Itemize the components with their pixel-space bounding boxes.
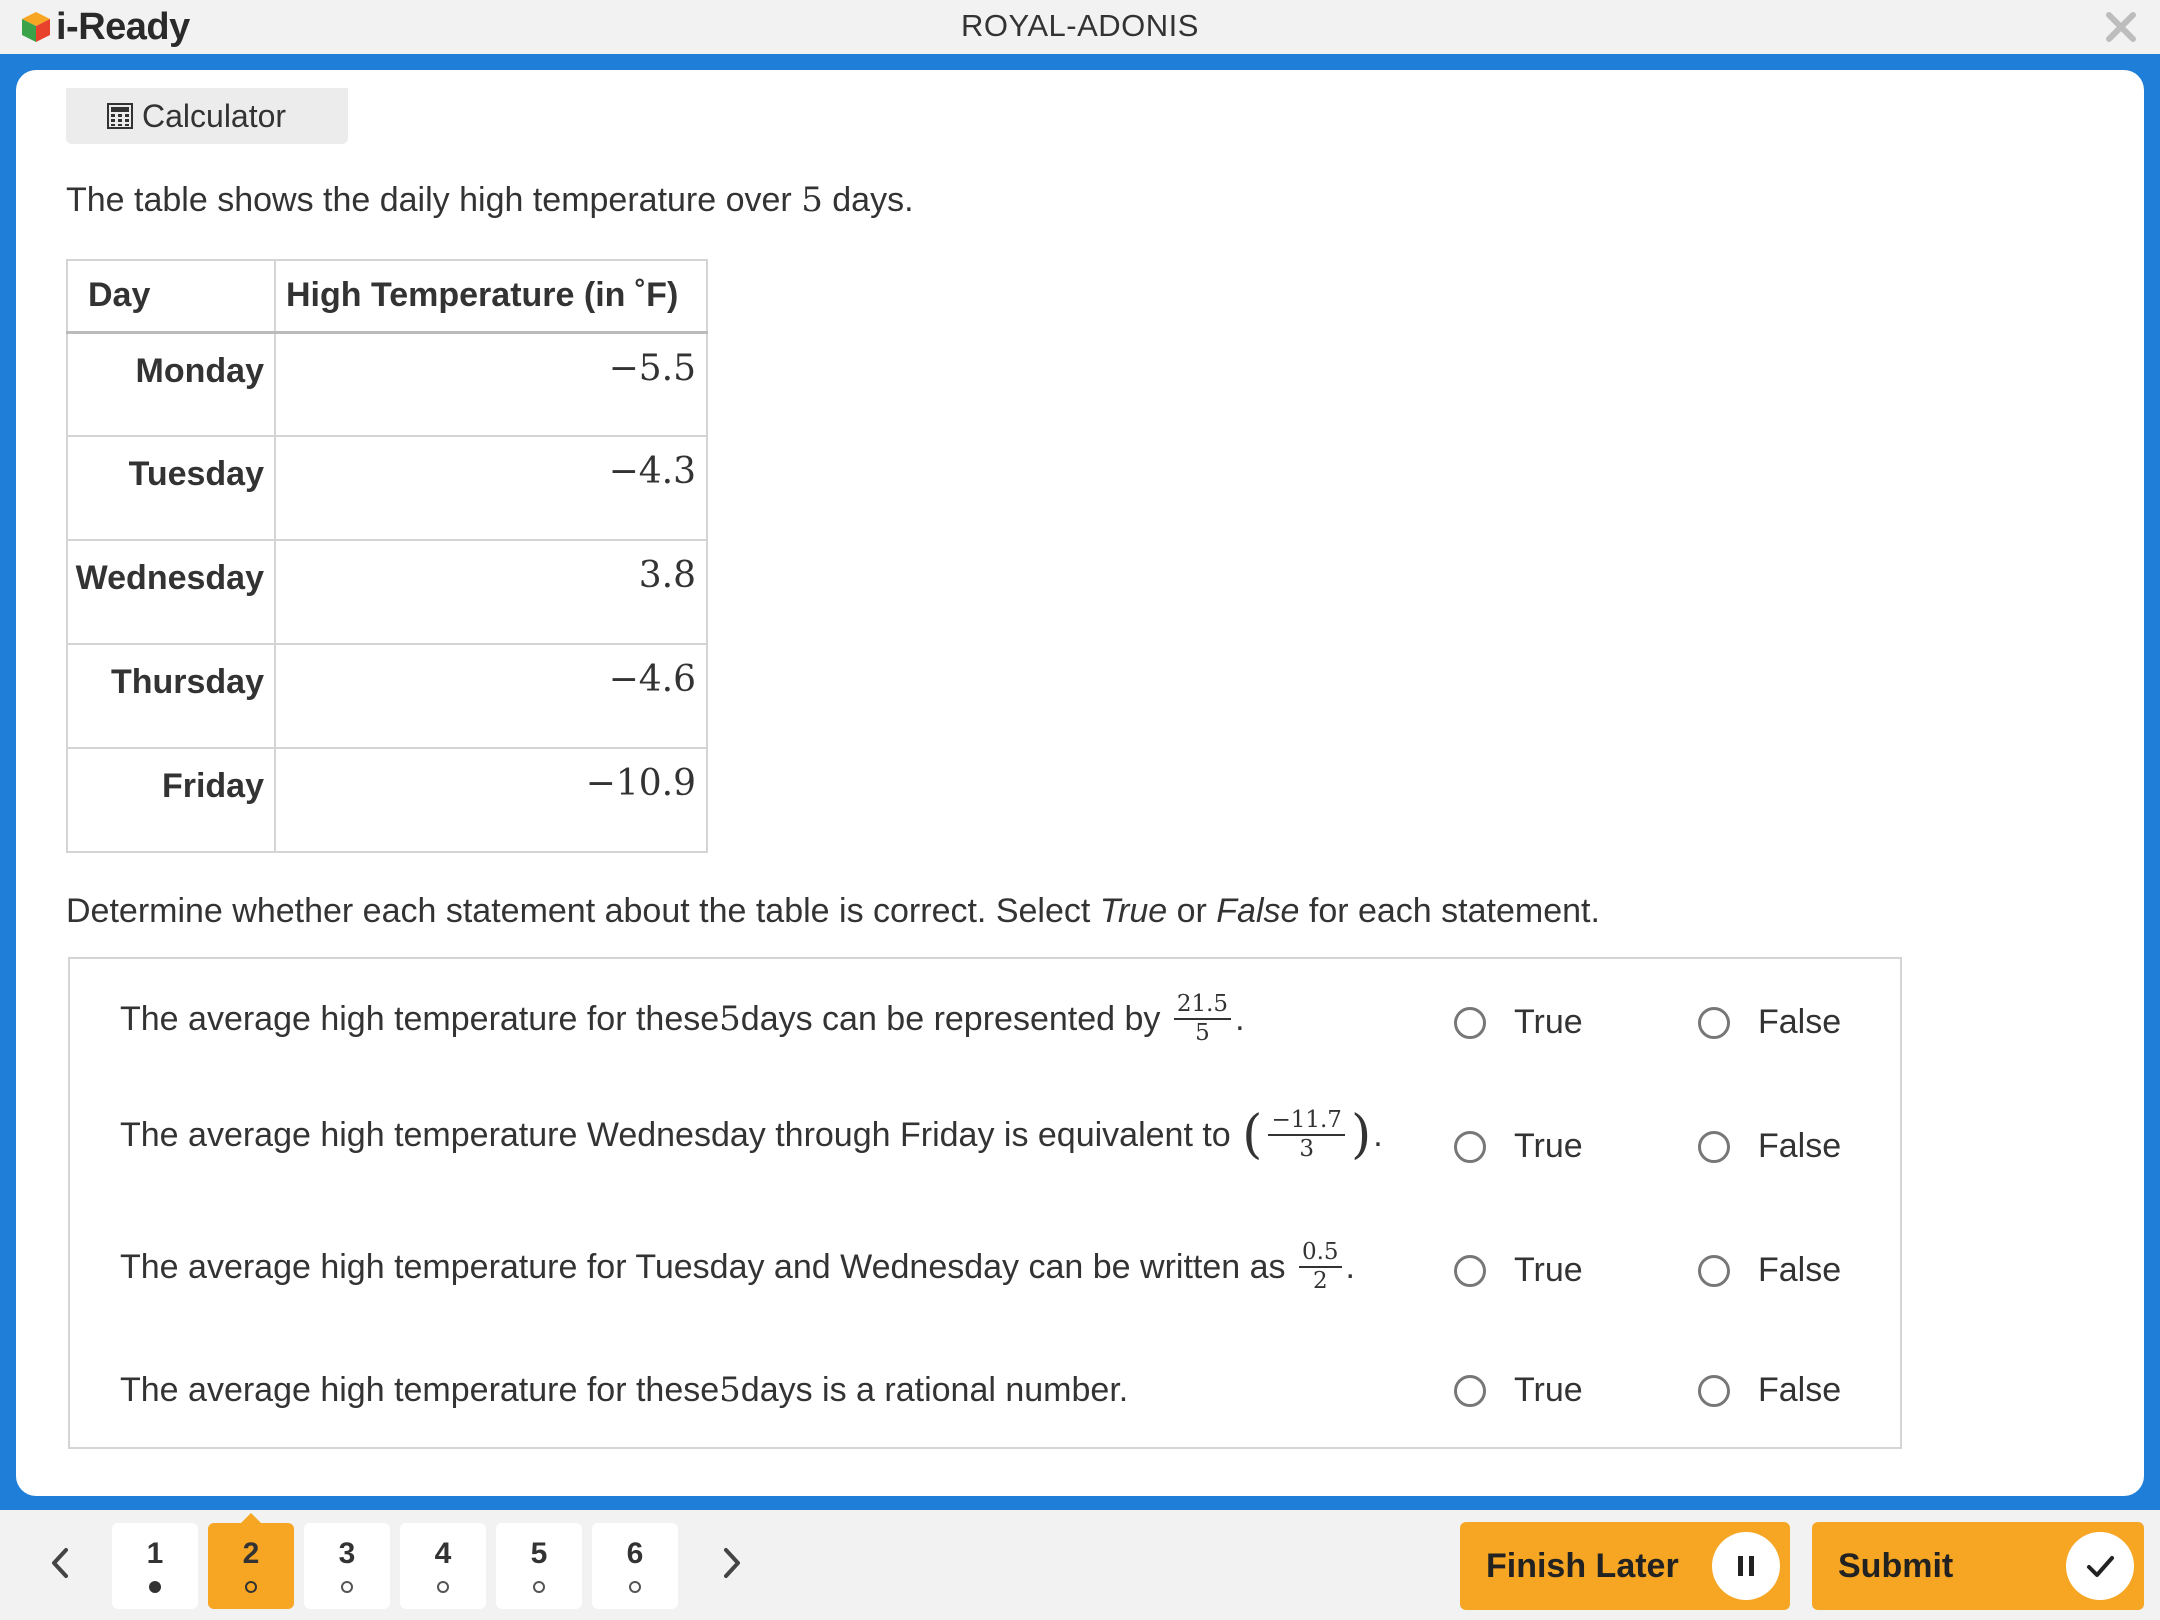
question-nav-6[interactable]: 6 bbox=[592, 1523, 678, 1609]
temperature-cell: −4.3 bbox=[275, 436, 707, 540]
top-bar bbox=[0, 0, 2160, 54]
temperature-cell: −10.9 bbox=[275, 748, 707, 852]
question-nav-4[interactable]: 4 bbox=[400, 1523, 486, 1609]
day-cell: Thursday bbox=[67, 644, 275, 748]
user-name: ROYAL-ADONIS bbox=[961, 8, 1199, 43]
question-instruction: Determine whether each statement about the table is correct. Select True or False for each statement. bbox=[66, 892, 1600, 930]
statement-3-true-option[interactable]: True bbox=[1454, 1251, 1583, 1290]
statement-4: The average high temperature for these 5 days is a rational number. bbox=[120, 1370, 1129, 1410]
calculator-button[interactable] bbox=[66, 88, 348, 144]
table-row bbox=[67, 540, 707, 644]
statement-2: The average high temperature Wednesday through Friday is equivalent to ( $\frac{-11.7}{3}$ ) . bbox=[120, 1105, 1383, 1165]
radio-button[interactable] bbox=[1454, 1375, 1486, 1407]
statements-panel bbox=[68, 957, 1902, 1449]
pause-icon bbox=[1712, 1532, 1780, 1600]
finish-later-label: Finish Later bbox=[1486, 1546, 1679, 1585]
column-header-day: Day bbox=[67, 260, 275, 332]
question-nav-1[interactable]: 1 bbox=[112, 1523, 198, 1609]
checkmark-icon bbox=[2066, 1532, 2134, 1600]
table-row bbox=[67, 644, 707, 748]
temperature-table bbox=[66, 259, 708, 853]
unanswered-dot bbox=[533, 1581, 545, 1593]
statement-1: The average high temperature for these 5 days can be represented by $\frac{21.5}{5}$ . bbox=[120, 991, 1245, 1046]
unanswered-dot bbox=[437, 1581, 449, 1593]
table-row bbox=[67, 436, 707, 540]
radio-button[interactable] bbox=[1698, 1131, 1730, 1163]
finish-later-button[interactable] bbox=[1460, 1522, 1790, 1610]
temperature-cell: −4.6 bbox=[275, 644, 707, 748]
radio-button[interactable] bbox=[1698, 1255, 1730, 1287]
day-cell: Wednesday bbox=[67, 540, 275, 644]
question-nav-5[interactable]: 5 bbox=[496, 1523, 582, 1609]
unanswered-dot bbox=[245, 1581, 257, 1593]
day-cell: Friday bbox=[67, 748, 275, 852]
submit-button[interactable] bbox=[1812, 1522, 2144, 1610]
statement-3: The average high temperature for Tuesday and Wednesday can be written as $\frac{0.5}{2}$ . bbox=[120, 1239, 1355, 1294]
chevron-right-icon[interactable] bbox=[712, 1538, 752, 1588]
statement-1-false-option[interactable]: False bbox=[1698, 1003, 1841, 1042]
table-header-row bbox=[67, 260, 707, 332]
radio-button[interactable] bbox=[1454, 1131, 1486, 1163]
statement-2-true-option[interactable]: True bbox=[1454, 1127, 1583, 1166]
unanswered-dot bbox=[629, 1581, 641, 1593]
fraction: $\frac{21.5}{5}$ bbox=[1174, 993, 1231, 1045]
fraction: $\frac{0.5}{2}$ bbox=[1299, 1241, 1342, 1293]
statement-2-false-option[interactable]: False bbox=[1698, 1127, 1841, 1166]
question-nav-2[interactable]: 2 bbox=[208, 1523, 294, 1609]
table-row bbox=[67, 748, 707, 852]
radio-button[interactable] bbox=[1698, 1007, 1730, 1039]
submit-label: Submit bbox=[1838, 1546, 1954, 1585]
chevron-left-icon[interactable] bbox=[40, 1538, 80, 1588]
calculator-label: Calculator bbox=[142, 97, 287, 134]
table-row bbox=[67, 332, 707, 436]
day-cell: Monday bbox=[67, 332, 275, 436]
fraction: $\frac{-11.7}{3}$ bbox=[1268, 1109, 1344, 1161]
question-intro: The table shows the daily high temperature over 5 days. bbox=[66, 180, 914, 220]
close-icon[interactable] bbox=[2100, 6, 2142, 48]
app-name: i-Ready bbox=[56, 5, 190, 48]
radio-button[interactable] bbox=[1698, 1375, 1730, 1407]
temperature-cell: 3.8 bbox=[275, 540, 707, 644]
statement-4-false-option[interactable]: False bbox=[1698, 1371, 1841, 1410]
radio-button[interactable] bbox=[1454, 1255, 1486, 1287]
question-card bbox=[16, 70, 2144, 1496]
unanswered-dot bbox=[341, 1581, 353, 1593]
day-cell: Tuesday bbox=[67, 436, 275, 540]
question-nav-3[interactable]: 3 bbox=[304, 1523, 390, 1609]
statement-3-false-option[interactable]: False bbox=[1698, 1251, 1841, 1290]
temperature-cell: −5.5 bbox=[275, 332, 707, 436]
column-header-temperature: High Temperature (in ˚F) bbox=[275, 260, 707, 332]
answered-dot bbox=[149, 1581, 161, 1593]
bottom-navigation-bar bbox=[0, 1510, 2160, 1620]
statement-4-true-option[interactable]: True bbox=[1454, 1371, 1583, 1410]
calculator-icon bbox=[106, 102, 134, 130]
radio-button[interactable] bbox=[1454, 1007, 1486, 1039]
statement-1-true-option[interactable]: True bbox=[1454, 1003, 1583, 1042]
